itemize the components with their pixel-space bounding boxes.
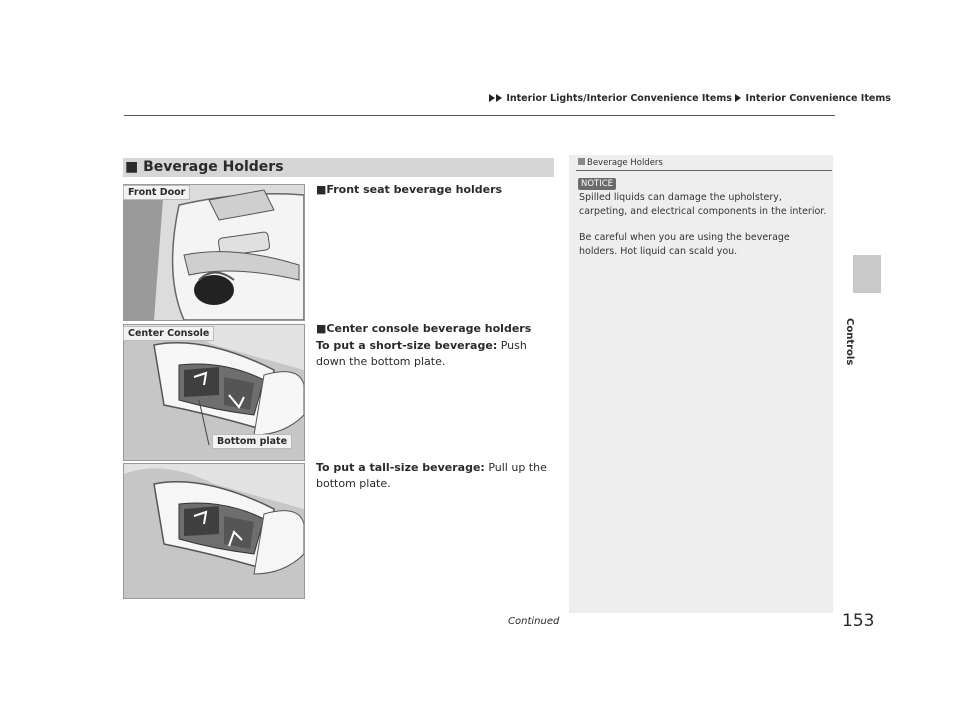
breadcrumb xyxy=(489,93,891,104)
sidebar-ref-title: Beverage Holders xyxy=(587,158,663,168)
arrow-icon xyxy=(735,94,741,102)
page-number: 153 xyxy=(842,611,875,631)
breadcrumb-part-1: Interior Lights/Interior Convenience Items xyxy=(506,93,732,104)
section-marker: ■ xyxy=(125,159,139,175)
section-title-text: Beverage Holders xyxy=(143,159,284,175)
sidebar-rule xyxy=(576,170,832,171)
square-icon: ■ xyxy=(316,183,327,196)
breadcrumb-part-2: Interior Convenience Items xyxy=(745,93,891,104)
tall-beverage-text xyxy=(316,460,556,492)
front-door-label: Front Door xyxy=(123,185,190,200)
square-icon: ■ xyxy=(316,322,327,335)
arrow-icon xyxy=(489,94,495,102)
chapter-tab xyxy=(853,255,881,293)
short-beverage-instruction: Push down the bottom plate. xyxy=(316,339,527,368)
sidebar-para-2: Be careful when you are using the beverage holders. Hot liquid can scald you. xyxy=(579,232,790,257)
tall-beverage-instruction: Pull up the bottom plate. xyxy=(316,461,547,490)
center-console-tall-figure xyxy=(123,463,305,599)
continued-label: Continued xyxy=(508,616,560,627)
center-console-label: Center Console xyxy=(123,326,214,341)
sidebar-ref-heading xyxy=(578,158,663,168)
header-rule xyxy=(124,115,835,116)
reference-icon xyxy=(578,158,585,165)
sidebar-panel xyxy=(569,155,833,613)
front-door-figure xyxy=(123,184,305,321)
section-title xyxy=(125,159,284,175)
tall-beverage-label: To put a tall-size beverage: xyxy=(316,461,485,474)
short-beverage-text xyxy=(316,338,556,370)
center-heading xyxy=(316,322,531,335)
chapter-tab-label: Controls xyxy=(844,318,855,366)
arrow-icon xyxy=(496,94,502,102)
bottom-plate-label: Bottom plate xyxy=(212,434,292,449)
front-heading-text: Front seat beverage holders xyxy=(326,183,503,196)
notice-badge: NOTICE xyxy=(578,178,616,190)
center-heading-text: Center console beverage holders xyxy=(326,322,532,335)
sidebar-para-1: Spilled liquids can damage the upholstery, carpeting, and electrical components in the interior. xyxy=(579,192,827,217)
front-heading xyxy=(316,183,502,196)
short-beverage-label: To put a short-size beverage: xyxy=(316,339,498,352)
